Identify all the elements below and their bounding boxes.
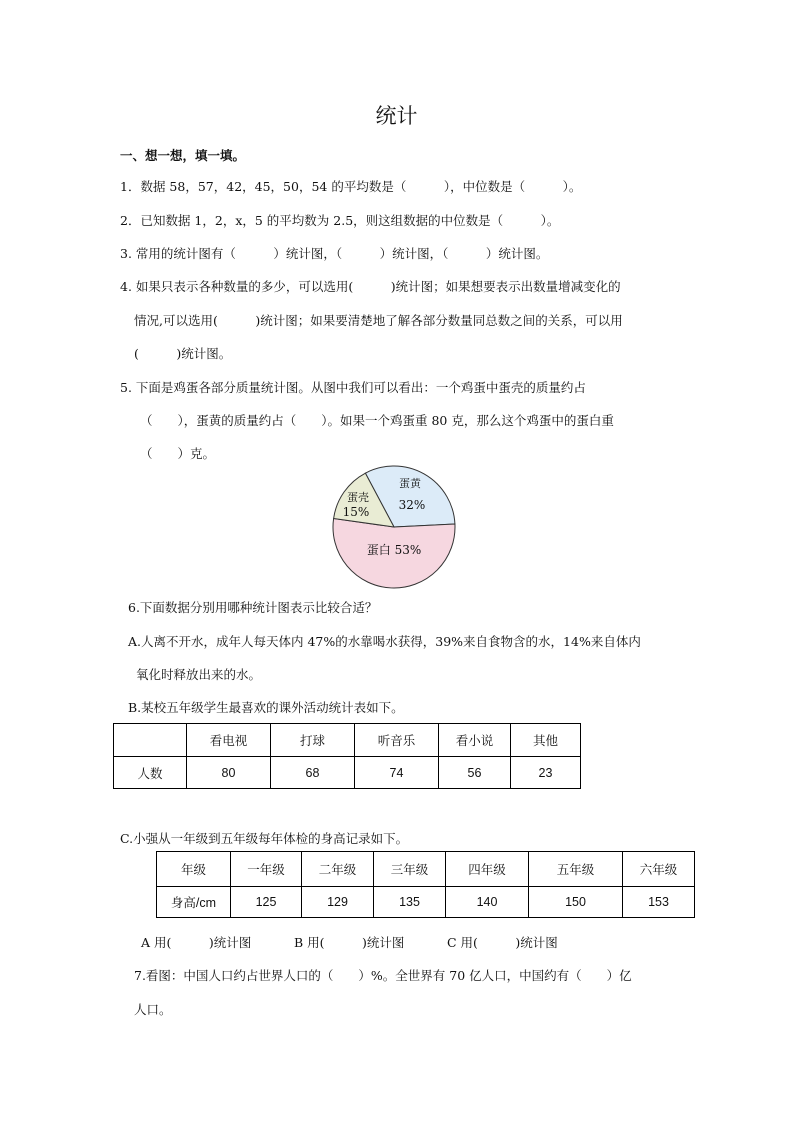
question-5-line-3: （ ）克。 [140, 446, 216, 461]
table-cell: 56 [439, 757, 511, 789]
table-cell: 80 [187, 757, 271, 789]
height-table [156, 851, 695, 918]
question-1: 1．数据 58，57，42，45，50，54 的平均数是（ ），中位数是（ ）。 [120, 179, 582, 194]
table-row [157, 887, 695, 918]
question-7-line-1: 7.看图：中国人口约占世界人口的（ ）%。全世界有 70 亿人口，中国约有（ ）亿 [134, 968, 632, 983]
question-5-line-1: 5. 下面是鸡蛋各部分质量统计图。从图中我们可以看出：一个鸡蛋中蛋壳的质量约占 [120, 380, 586, 395]
question-4-line-2: 情况,可以选用( )统计图；如果要清楚地了解各部分数量同总数之间的关系，可以用 [134, 313, 623, 328]
table-cell: 74 [355, 757, 439, 789]
question-4-line-1: 4. 如果只表示各种数量的多少，可以选用( )统计图；如果想要表示出数量增减变化的 [120, 279, 621, 294]
table-row [114, 757, 581, 789]
table-header-row [114, 724, 581, 757]
table-cell: 23 [511, 757, 581, 789]
pie-label: 蛋壳 [347, 491, 369, 504]
table-cell: 125 [231, 887, 302, 918]
table-cell: 五年级 [529, 852, 623, 887]
pie-label: 32% [398, 498, 426, 512]
question-2: 2．已知数据 1，2，x，5 的平均数为 2.5，则这组数据的中位数是（ ）。 [120, 213, 560, 228]
table-cell: 135 [374, 887, 446, 918]
table-header-row [157, 852, 695, 887]
egg-pie-chart [326, 463, 462, 591]
question-6a-line-2: 氧化时释放出来的水。 [136, 667, 262, 682]
table-cell: 听音乐 [355, 724, 439, 757]
section-heading: 一、想一想，填一填。 [120, 148, 246, 163]
table-cell: 其他 [511, 724, 581, 757]
table-cell: 年级 [157, 852, 231, 887]
table-cell: 身高/cm [157, 887, 231, 918]
answer-c: C 用( )统计图 [447, 935, 558, 950]
page-title: 统计 [375, 104, 418, 128]
table-cell: 68 [271, 757, 355, 789]
table-cell: 四年级 [446, 852, 529, 887]
table-cell: 二年级 [302, 852, 374, 887]
table-cell: 153 [623, 887, 695, 918]
answer-b: B 用( )统计图 [294, 935, 405, 950]
question-6: 6.下面数据分别用哪种统计图表示比较合适？ [128, 600, 378, 615]
question-7-line-2: 人口。 [134, 1002, 172, 1017]
table-cell: 看小说 [439, 724, 511, 757]
table-cell: 140 [446, 887, 529, 918]
table-cell: 打球 [271, 724, 355, 757]
question-5-line-2: （ ），蛋黄的质量约占（ ）。如果一个鸡蛋重 80 克，那么这个鸡蛋中的蛋白重 [140, 413, 614, 428]
table-cell: 看电视 [187, 724, 271, 757]
question-6c: C.小强从一年级到五年级每年体检的身高记录如下。 [120, 831, 409, 846]
question-6b: B.某校五年级学生最喜欢的课外活动统计表如下。 [128, 700, 404, 715]
table-cell: 150 [529, 887, 623, 918]
table-cell: 六年级 [623, 852, 695, 887]
table-cell: 三年级 [374, 852, 446, 887]
table-cell: 一年级 [231, 852, 302, 887]
activity-table [113, 723, 581, 789]
question-6a-line-1: A.人离不开水，成年人每天体内 47%的水靠喝水获得，39%来自食物含的水，14%来自体内 [128, 634, 641, 649]
pie-label: 蛋白 53% [366, 543, 422, 557]
table-cell: 人数 [114, 757, 187, 789]
table-cell [114, 724, 187, 757]
question-4-line-3: ( )统计图。 [134, 346, 232, 361]
question-3: 3. 常用的统计图有（ ）统计图，（ ）统计图，（ ）统计图。 [120, 246, 549, 261]
table-cell: 129 [302, 887, 374, 918]
answer-a: A 用( )统计图 [141, 935, 252, 950]
pie-label: 蛋黄 [399, 477, 421, 490]
pie-label: 15% [342, 505, 370, 519]
